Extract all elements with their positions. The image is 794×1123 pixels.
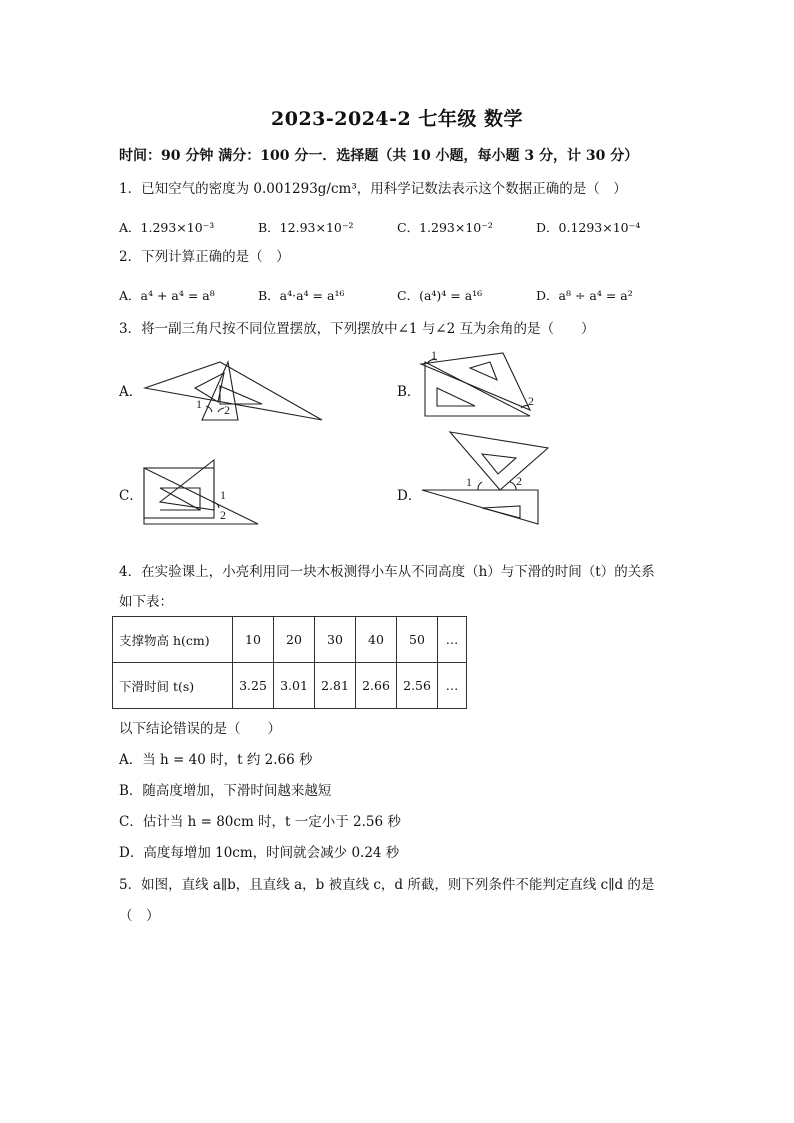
q1-option-d: D．0.1293×10⁻⁴ xyxy=(536,220,641,235)
question-2-stem: 2．下列计算正确的是（ ） xyxy=(119,249,290,265)
row-header-height: 支撑物高 h(cm) xyxy=(113,617,233,663)
table-row xyxy=(113,663,467,709)
q3b-angle-1: 1 xyxy=(431,348,437,362)
q3b-angle-2: 2 xyxy=(528,394,534,408)
q4-option-c: C．估计当 h = 80cm 时，t 一定小于 2.56 秒 xyxy=(119,814,401,830)
question-5-stem-line2: （ ） xyxy=(119,908,160,924)
q3-label-b: B． xyxy=(397,384,421,400)
table-cell: 3.25 xyxy=(233,663,274,709)
row-header-time: 下滑时间 t(s) xyxy=(113,663,233,709)
question-5-stem-line1: 5．如图，直线 a∥b，且直线 a，b 被直线 c，d 所截，则下列条件不能判定直线 c∥d 的是 xyxy=(119,877,655,893)
table-cell: 50 xyxy=(397,617,438,663)
q2-option-c: C．(a⁴)⁴ = a¹⁶ xyxy=(397,288,483,303)
q1-option-c: C．1.293×10⁻² xyxy=(397,220,493,235)
table-cell: … xyxy=(438,663,467,709)
table-cell: 20 xyxy=(274,617,315,663)
question-4-stem-line1: 4．在实验课上，小亮利用同一块木板测得小车从不同高度（h）与下滑的时间（t）的关系 xyxy=(119,564,655,580)
q2-option-d: D．a⁸ ÷ a⁴ = a² xyxy=(536,288,633,303)
q1-option-b: B．12.93×10⁻² xyxy=(258,220,354,235)
q3d-angle-2: 2 xyxy=(516,474,522,488)
q3d-angle-1: 1 xyxy=(466,475,472,489)
table-cell: 2.56 xyxy=(397,663,438,709)
table-row xyxy=(113,617,467,663)
q3a-angle-1: 1 xyxy=(196,397,202,411)
q3-label-a: A． xyxy=(119,384,143,400)
exam-info: 时间：90 分钟 满分：100 分一．选择题（共 10 小题，每小题 3 分，计 30 分） xyxy=(119,148,639,164)
q3-figure-d xyxy=(420,428,550,526)
q3-figure-a xyxy=(140,352,330,424)
question-1-stem: 1．已知空气的密度为 0.001293g/cm³，用科学记数法表示这个数据正确的是（ ） xyxy=(119,181,627,197)
q3-label-c: C． xyxy=(119,488,143,504)
q4-question: 以下结论错误的是（ ） xyxy=(119,721,281,737)
table-cell: 30 xyxy=(315,617,356,663)
q3c-angle-1: 1 xyxy=(220,488,226,502)
page-title: 2023-2024-2 七年级 数学 xyxy=(271,108,523,130)
q2-option-a: A．a⁴ + a⁴ = a⁸ xyxy=(119,288,215,303)
table-cell: 10 xyxy=(233,617,274,663)
q3a-angle-2: 2 xyxy=(224,403,230,417)
q3c-angle-2: 2 xyxy=(220,508,226,522)
question-3-stem: 3．将一副三角尺按不同位置摆放，下列摆放中∠1 与∠2 互为余角的是（ ） xyxy=(119,321,595,337)
q4-data-table xyxy=(112,616,467,709)
table-cell: … xyxy=(438,617,467,663)
table-cell: 40 xyxy=(356,617,397,663)
table-cell: 2.81 xyxy=(315,663,356,709)
q4-option-d: D．高度每增加 10cm，时间就会减少 0.24 秒 xyxy=(119,845,400,861)
q3-figure-b xyxy=(415,348,545,420)
q3-figure-c xyxy=(140,452,265,527)
table-cell: 3.01 xyxy=(274,663,315,709)
q3-label-d: D． xyxy=(397,488,422,504)
q2-option-b: B．a⁴·a⁴ = a¹⁶ xyxy=(258,288,345,303)
q1-option-a: A．1.293×10⁻³ xyxy=(119,220,215,235)
question-4-stem-line2: 如下表： xyxy=(119,594,173,610)
q4-option-a: A．当 h = 40 时，t 约 2.66 秒 xyxy=(119,752,313,768)
table-cell: 2.66 xyxy=(356,663,397,709)
q4-option-b: B．随高度增加，下滑时间越来越短 xyxy=(119,783,332,799)
